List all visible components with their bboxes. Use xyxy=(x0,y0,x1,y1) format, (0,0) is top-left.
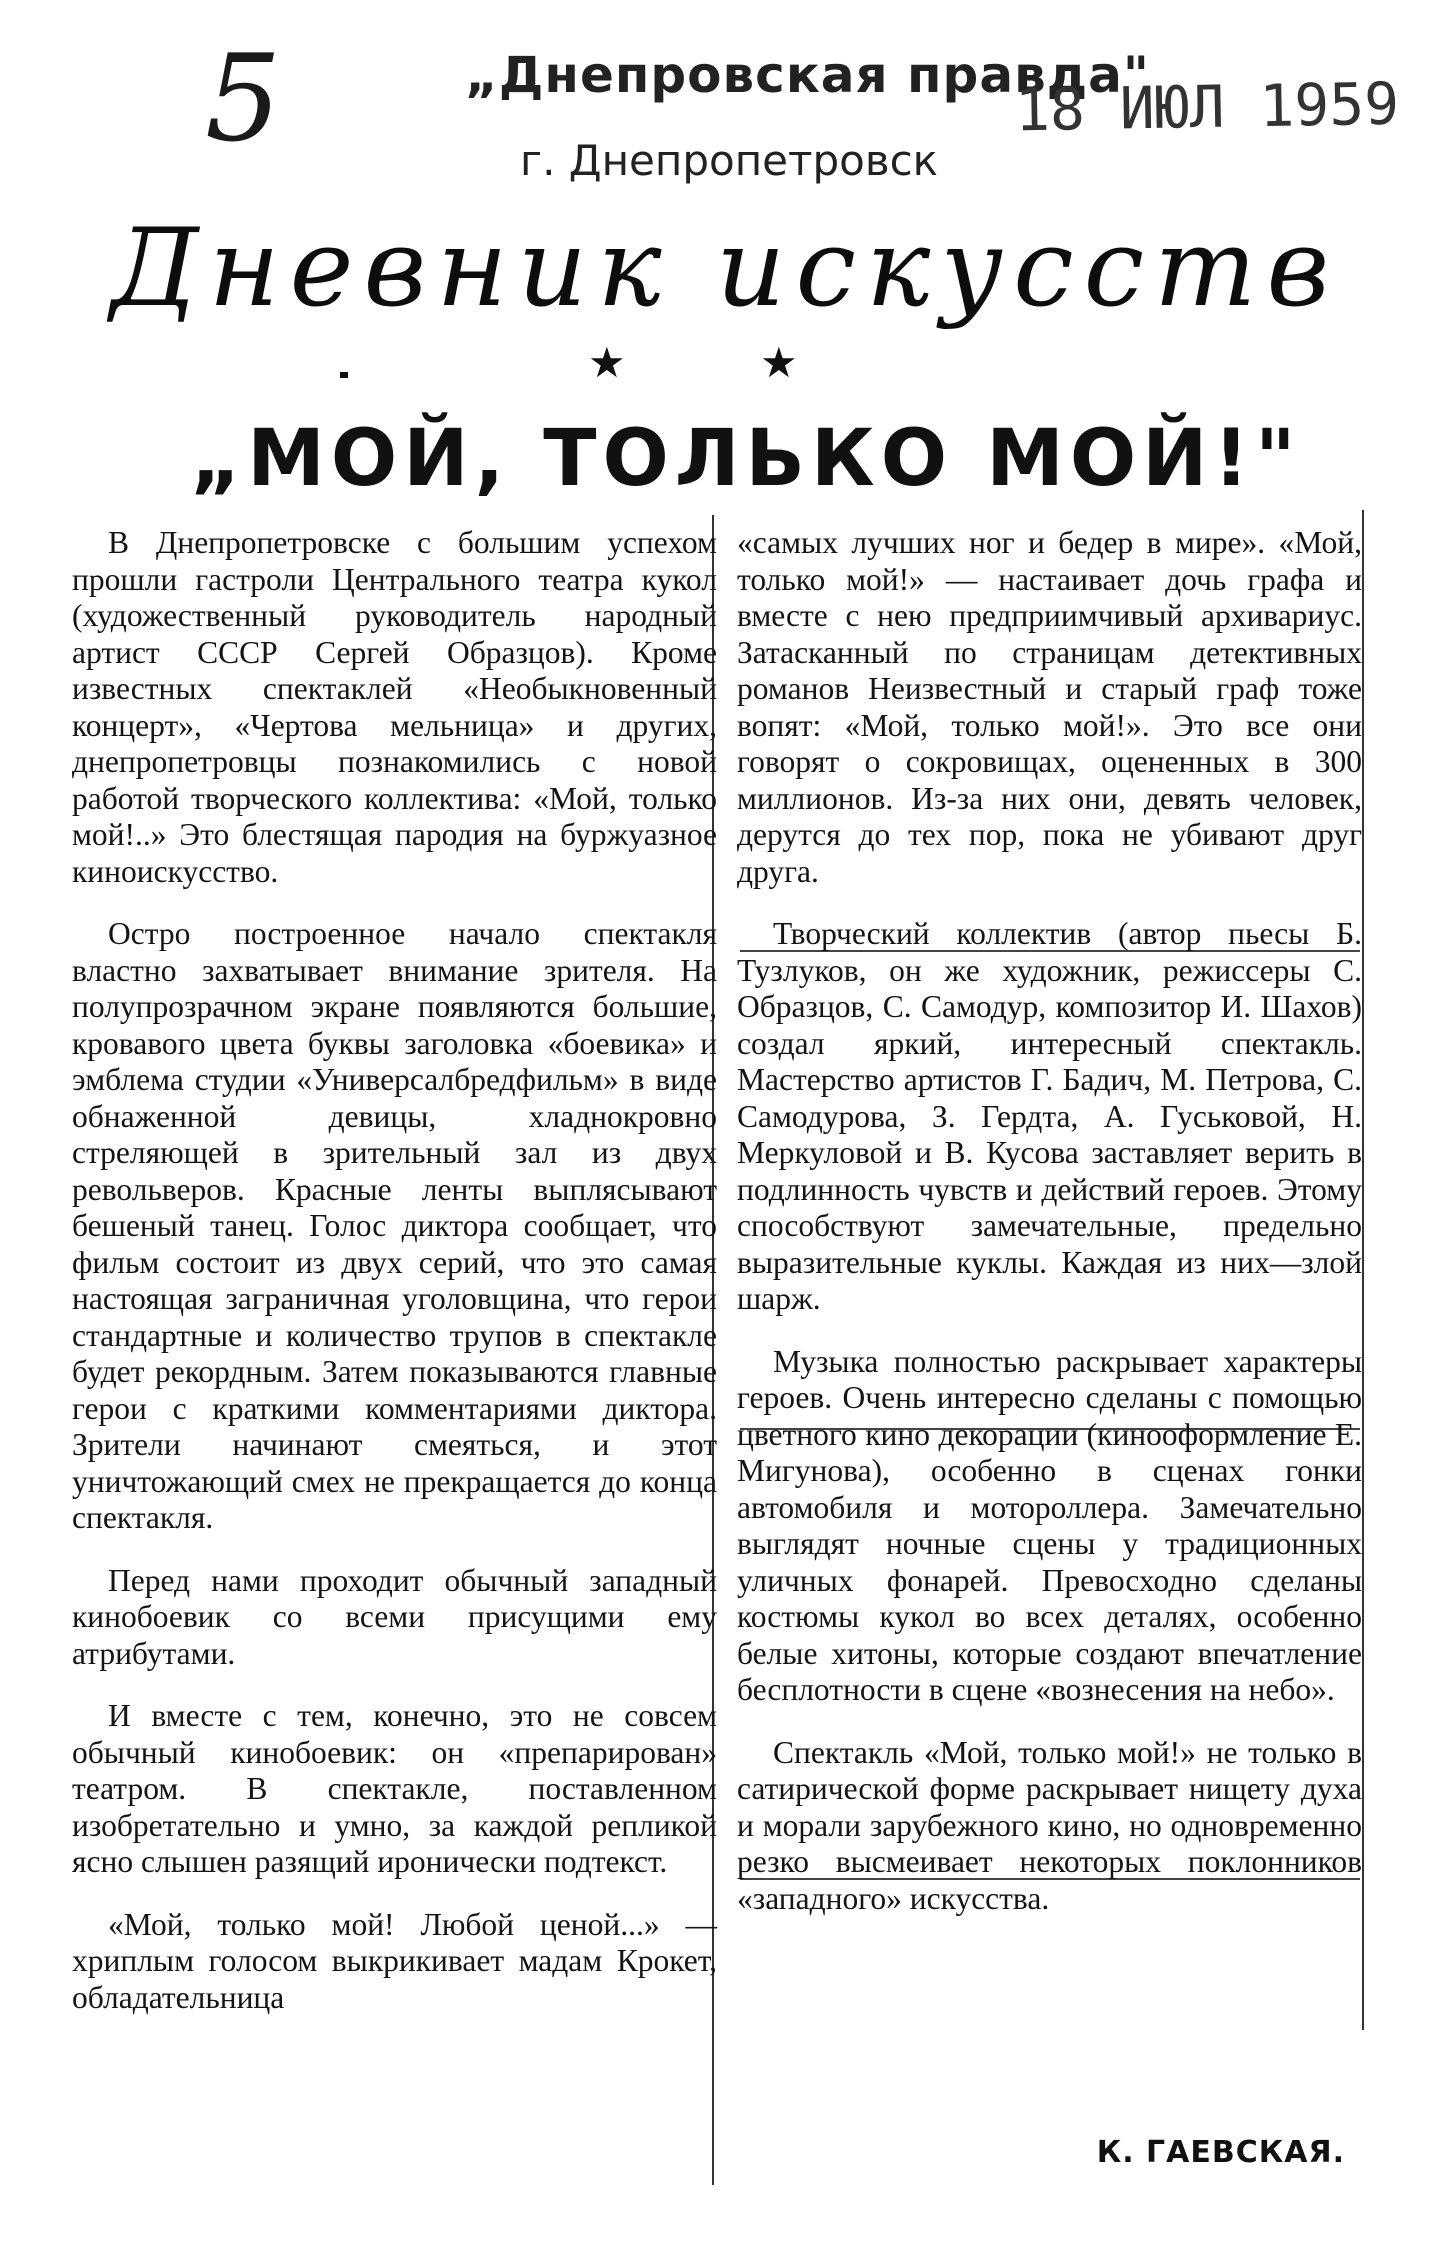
article-paragraph: Творческий коллектив (автор пьесы Б. Тузлуков, он же художник, режиссеры С. Образцов, С. Самодур, композитор И. Шахов) создал яркий, интересный спектакль. Мастерство артистов Г. Бадич, М. Петрова, С. Самодурова, З. Гердта, А. Гуськовой, Н. Меркуловой и В. Кусова заставляет верить в подлинность чувств и действий героев. Этому способствуют замечательные, предельно выразительные куклы. Каждая из них—злой шарж. xyxy=(737,916,1362,1316)
column-divider xyxy=(1362,510,1364,2030)
article-paragraph: Музыка полностью раскрывает характеры героев. Очень интересно сделаны с помощью цветного кино декорации (кинооформление Е. Мигунова), особенно в сценах гонки автомобиля и мотороллера. Замечательно выглядят ночные сцены у традиционных уличных фонарей. Превосходно сделаны костюмы кукол во всех деталях, особенно белые хитоны, которые создают впечатление бесплотности в сцене «вознесения на небо». xyxy=(737,1343,1362,1707)
article-paragraph: Остро построенное начало спектакля властно захватывает внимание зрителя. На полупрозрачном экране появляются большие, кровавого цвета буквы заголовка «боевика» и эмблема студии «Универсалбредфильм» в виде обнаженной девицы, хладнокровно стреляющей в зрительный зал из двух револьверов. Красные ленты выплясывают бешеный танец. Голос диктора сообщает, что фильм состоит из двух серий, что это самая настоящая заграничная уголовщина, что герои стандартные и количество трупов в спектакле будет рекордным. Затем показываются главные герои с краткими комментариями диктора. Зрители начинают смеяться, и этот уничтожающий смех не прекращается до конца спектакля. xyxy=(72,916,717,1535)
article-author: К. ГАЕВСКАЯ. xyxy=(1096,2135,1345,2170)
section-title: Дневник искусств xyxy=(110,206,1340,331)
newspaper-name-stamp: „Днепровская правда" xyxy=(465,46,1150,104)
star-icon: ★ xyxy=(760,338,798,387)
article-column-left xyxy=(72,525,717,2016)
ink-dot xyxy=(340,372,348,378)
article-paragraph: В Днепропетровске с большим успехом прошли гастроли Центрального театра кукол (художественный руководитель народный артист СССР Сергей Образцов). Кроме известных спектаклей «Необыкновенный концерт», «Чертова мельница» и других, днепропетровцы познакомились с новой работой творческого коллектива: «Мой, только мой!..» Это блестящая пародия на буржуазное киноискусство. xyxy=(72,525,717,889)
handwritten-number: 5 xyxy=(205,30,282,169)
article-paragraph: «самых лучших ног и бедер в мире». «Мой, только мой!» — настаивает дочь графа и вместе с нею предприимчивый архивариус. Затасканный по страницам детективных романов Неизвестный и старый граф тоже вопят: «Мой, только мой!». Это все они говорят о сокровищах, оцененных в 300 миллионов. Из-за них они, девять человек, дерутся до тех пор, пока не убивают друг друга. xyxy=(737,525,1362,889)
article-paragraph: Спектакль «Мой, только мой!» не только в сатирической форме раскрывает нищету духа и морали зарубежного кино, но одновременно резко высмеивает некоторых поклонников «западного» искусства. xyxy=(737,1734,1362,1916)
newspaper-city-stamp: г. Днепропетровск xyxy=(520,136,939,185)
article-headline: „МОЙ, ТОЛЬКО МОЙ!" xyxy=(190,414,1302,504)
article-paragraph: Перед нами проходит обычный западный кинобоевик со всеми присущими ему атрибутами. xyxy=(72,1562,717,1671)
star-icon: ★ xyxy=(588,338,626,387)
star-divider xyxy=(0,338,1442,392)
date-stamp: 18 ИЮЛ 1959 xyxy=(1014,69,1400,145)
article-column-right xyxy=(737,525,1362,1917)
article-paragraph: И вместе с тем, конечно, это не совсем обычный кинобоевик: он «препарирован» театром. В спектакле, поставленном изобретательно и умно, за каждой репликой ясно слышен разящий иронически подтекст. xyxy=(72,1698,717,1879)
article-paragraph: «Мой, только мой! Любой ценой...» — хриплым голосом выкрикивает мадам Крокет, обладательница xyxy=(72,1906,717,2015)
